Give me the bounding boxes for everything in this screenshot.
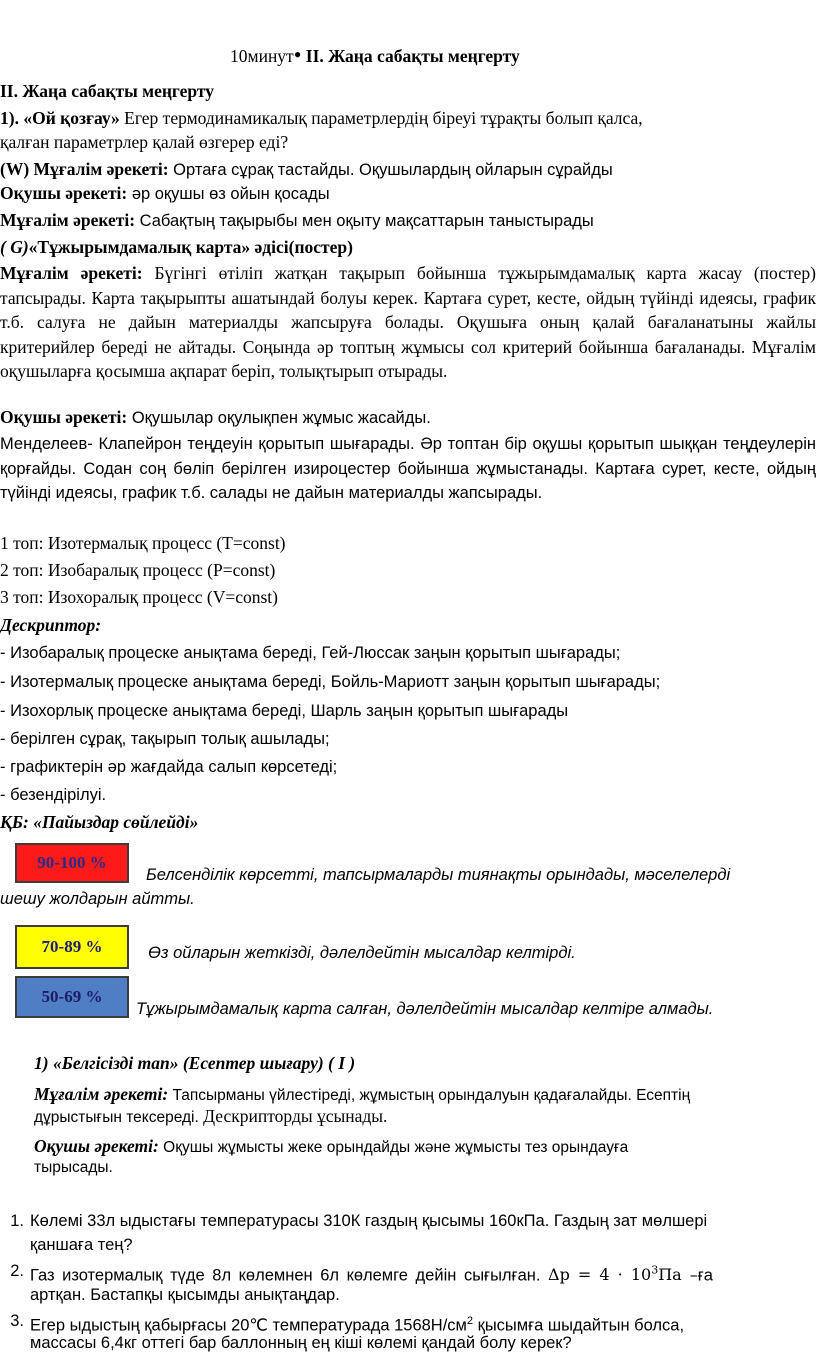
group-2: 2 топ: Изобаралық процесс (P=const) [0, 560, 276, 580]
method-title: ( G)«Тұжырымдамалық карта» әдісі(постер) [0, 237, 353, 257]
task2-title: 1) «Белгісізді тап» (Есептер шығару) ( I ) [34, 1053, 356, 1073]
header-title: II. Жаңа сабақты меңгерту [305, 46, 520, 66]
method-teacher-paragraph: Мұғалім әрекеті: Бүгінгі өтіліп жатқан тақырып бойынша тұжырымдамалық карта жасау (постер) тапсырады. Карта тақырыпты ашатындай болуы керек. Картаға сурет, кесте, ойдың түйінді идеясы, график т.б. салуға не дайын материалды жапсыруға болады. Оқушыға оның қалай бағаланатыны жайлы критерийлер береді не айтады. Соңында әр топтың жұмысы сол критерий бойынша бағаланады. Мұғалім оқушыларға қосымша ақпарат беріп, толықтырып отырады. [0, 263, 816, 381]
teacher-intro-line: Мұғалім әрекеті: Сабақтың тақырыбы мен оқыту мақсаттарын таныстырады [0, 210, 594, 230]
grade-text-1b: шешу жолдарын айтты. [0, 890, 195, 908]
grade-badge-70-89: 70-89 % [15, 925, 129, 969]
w-student-line: Оқушы әрекеті: әр оқушы өз ойын қосады [0, 183, 330, 203]
w-teacher-line: (W) Мұғалім әрекеті: Ортаға сұрақ тастайды. Оқушылардың ойларын сұрайды [0, 159, 613, 179]
descriptor-5: - графиктерін әр жағдайда салып көрсетеді; [0, 758, 338, 776]
descriptor-6: - безендірілуі. [0, 786, 107, 804]
descriptor-1: - Изобаралық процеске анықтама береді, Гей-Люссак заңын қорытып шығарады; [0, 644, 621, 662]
bullet: • [293, 42, 302, 67]
problem-2-line-2: артқан. Бастапқы қысымды анықтаңдар. [30, 1286, 340, 1304]
problem-2-formula: $\Delta p = 4 \cdot 10^3Па$ – [548, 1264, 698, 1285]
method-student-line: Оқушы әрекеті: Оқушылар оқулықпен жұмыс жасайды. [0, 407, 431, 427]
task2-teacher-line-1: Мұғалім әрекеті: Тапсырманы үйлестіреді, жұмыстың орындалуын қадағалайды. Есептің [34, 1084, 691, 1104]
task2-student-line-2: тырысады. [34, 1159, 113, 1176]
kb-title: ҚБ: «Пайыздар сөйлейді» [0, 812, 199, 832]
problem-3-line-1: Егер ыдыстың қабырғасы 20℃ температурада $1568Н/см^2$ қысымға шыдайтын болса, [30, 1315, 685, 1335]
problem-3-number: 3. [10, 1312, 24, 1330]
question-line-2: қалған параметрлер қалай өзгерер еді? [0, 132, 289, 152]
descriptor-title: Дескриптор: [0, 615, 102, 635]
grade-text-1a: Белсенділік көрсетті, тапсырмаларды тиянақты орындады, мәселелерді [146, 866, 731, 884]
header-line [230, 44, 520, 67]
grade-badge-90-100: 90-100 % [15, 843, 129, 883]
section-title: II. Жаңа сабақты меңгерту [0, 81, 215, 101]
grade-text-3: Тұжырымдамалық карта салған, дәлелдейтін мысалдар келтіре алмады. [136, 1000, 714, 1018]
grade-text-2: Өз ойларын жеткізді, дәлелдейтін мысалдар келтірді. [148, 944, 576, 962]
mendeleev-paragraph: Менделеев- Клапейрон теңдеуін қорытып шығарады. Әр топтан бір оқушы қорытып шыққан теңдеулерін қорғайды. Содан соң бөліп берілген изироцестер бойынша жұмыстанады. Картаға сурет, кесте, ойдың түйінді идеясы, график т.б. салады не дайын материалды жапсырады. [0, 435, 816, 502]
problem-1-number: 1. [10, 1212, 24, 1230]
task2-student-line-1: Оқушы әрекеті: Оқушы жұмысты жеке орындайды және жұмысты тез орындауға [34, 1136, 629, 1156]
problem-3-line-2: массасы 6,4кг оттегі бар баллонның ең кіші көлемі қандай болу керек? [30, 1334, 572, 1352]
task2-teacher-line-2: дұрыстығын тексереді. Дескрипторды ұсынады. [34, 1106, 388, 1126]
descriptor-4: - берілген сұрақ, тақырып толық ашылады; [0, 730, 330, 748]
descriptor-2: - Изотермалық процеске анықтама береді, Бойль-Мариотт заңын қорытып шығарады; [0, 673, 661, 691]
problem-2-line-1: Газ изотермалық түде 8л көлемнен 6л көлемге дейін сығылған. $\Delta p = 4 \cdot 10^3Па$ –ға [30, 1264, 713, 1285]
problem-1-line-1: Көлемі 33л ыдыстағы температурасы 310К газдың қысымы 160кПа. Газдың зат мөлшері [30, 1212, 708, 1230]
problem-1-line-2: қаншаға тең? [30, 1236, 133, 1254]
grade-badge-50-69: 50-69 % [15, 976, 129, 1018]
group-3: 3 топ: Изохоралық процесс (V=const) [0, 587, 278, 607]
descriptor-3: - Изохорлық процеске анықтама береді, Шарль заңын қорытып шығарады [0, 702, 569, 720]
question-label: 1). «Ой қозғау» [0, 108, 120, 128]
group-1: 1 топ: Изотермалық процесс (T=const) [0, 533, 286, 553]
time-label: 10минут [230, 46, 294, 66]
question-line-1: 1). «Ой қозғау» Егер термодинамикалық параметрлердің біреуі тұрақты болып қалса, [0, 108, 643, 128]
problem-2-number: 2. [10, 1262, 24, 1280]
